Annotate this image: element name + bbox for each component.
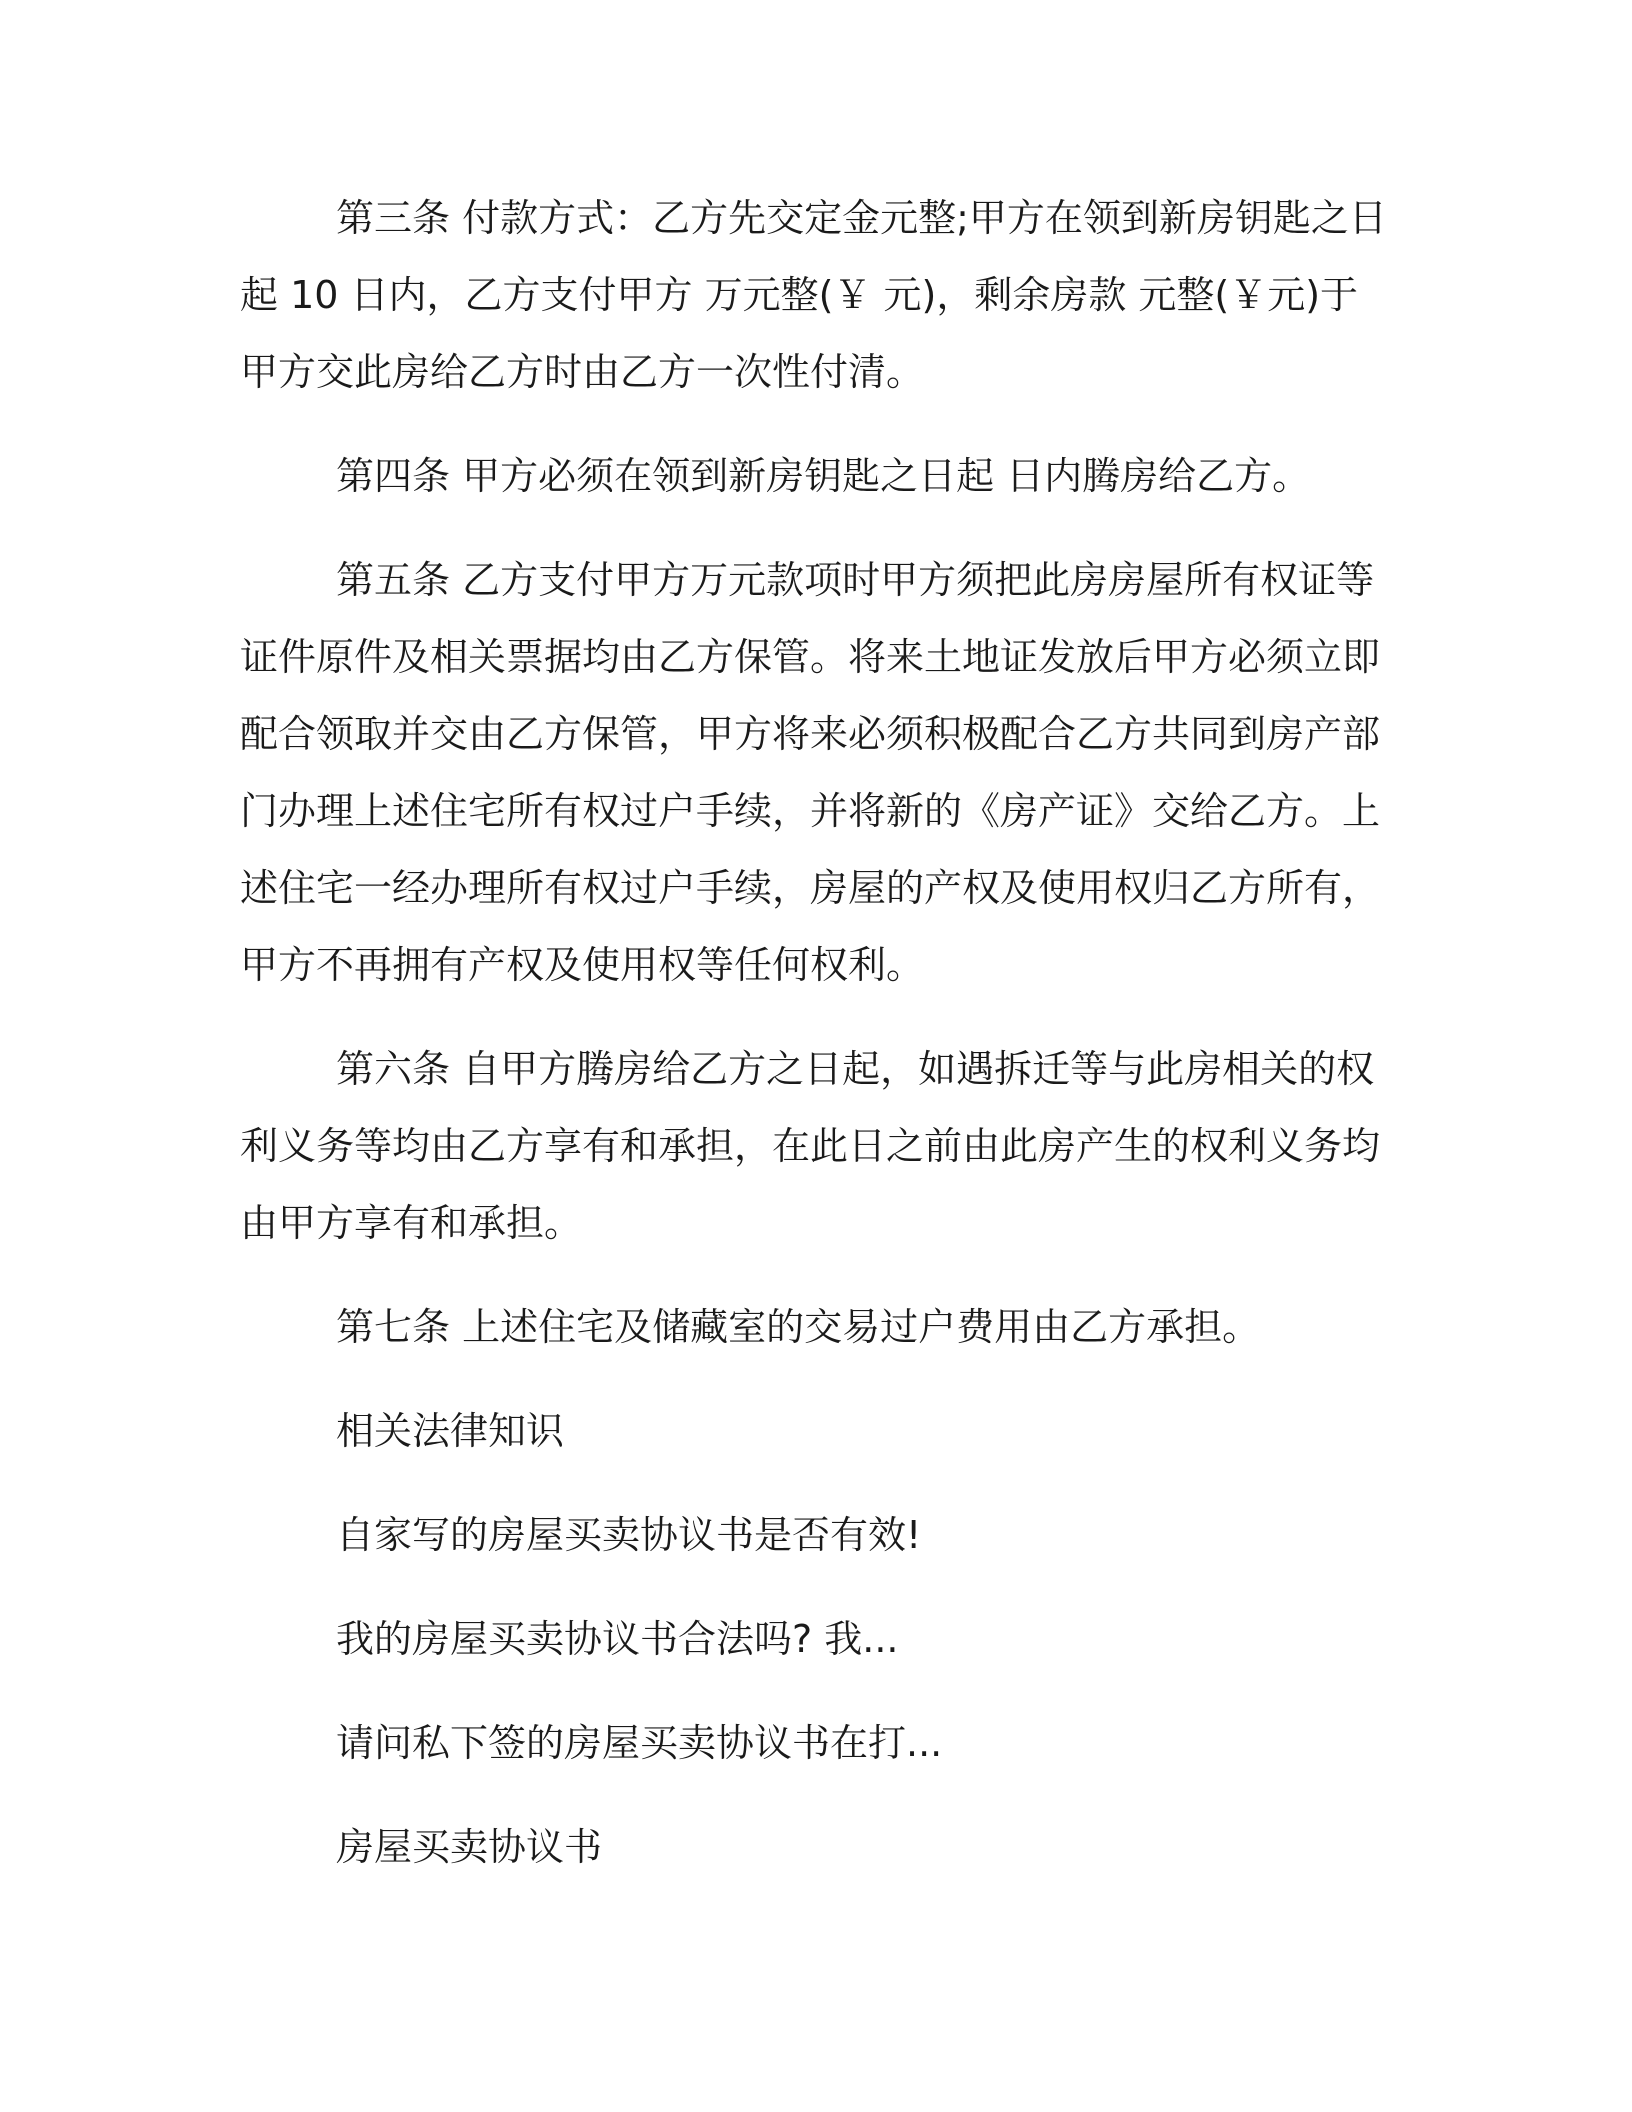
related-link-2: 我的房屋买卖协议书合法吗? 我... <box>336 1617 899 1661</box>
article-3-payment: 第三条 付款方式：乙方先交定金元整;甲方在领到新房钥匙之日起 10 日内，乙方支付甲方 万元整(￥ 元)，剩余房款 元整(￥元)于甲方交此房给乙方时由乙方一次性付清。 <box>240 196 1387 394</box>
related-link-3: 请问私下签的房屋买卖协议书在打... <box>336 1721 943 1765</box>
related-link-1: 自家写的房屋买卖协议书是否有效! <box>336 1513 922 1557</box>
document-body <box>240 180 1392 1913</box>
article-4-vacate: 第四条 甲方必须在领到新房钥匙之日起 日内腾房给乙方。 <box>336 454 1311 498</box>
article-5-ownership: 第五条 乙方支付甲方万元款项时甲方须把此房房屋所有权证等证件原件及相关票据均由乙方保管。将来土地证发放后甲方必须立即配合领取并交由乙方保管，甲方将来必须积极配合乙方共同到房产部门办理上述住宅所有权过户手续，并将新的《房产证》交给乙方。上述住宅一经办理所有权过户手续，房屋的产权及使用权归乙方所有，甲方不再拥有产权及使用权等任何权利。 <box>240 558 1381 987</box>
article-6-rights: 第六条 自甲方腾房给乙方之日起，如遇拆迁等与此房相关的权利义务等均由乙方享有和承担，在此日之前由此房产生的权利义务均由甲方享有和承担。 <box>240 1047 1381 1245</box>
related-link-4: 房屋买卖协议书 <box>336 1825 603 1869</box>
article-7-fees: 第七条 上述住宅及储藏室的交易过户费用由乙方承担。 <box>336 1305 1261 1349</box>
related-legal-heading: 相关法律知识 <box>336 1409 565 1453</box>
